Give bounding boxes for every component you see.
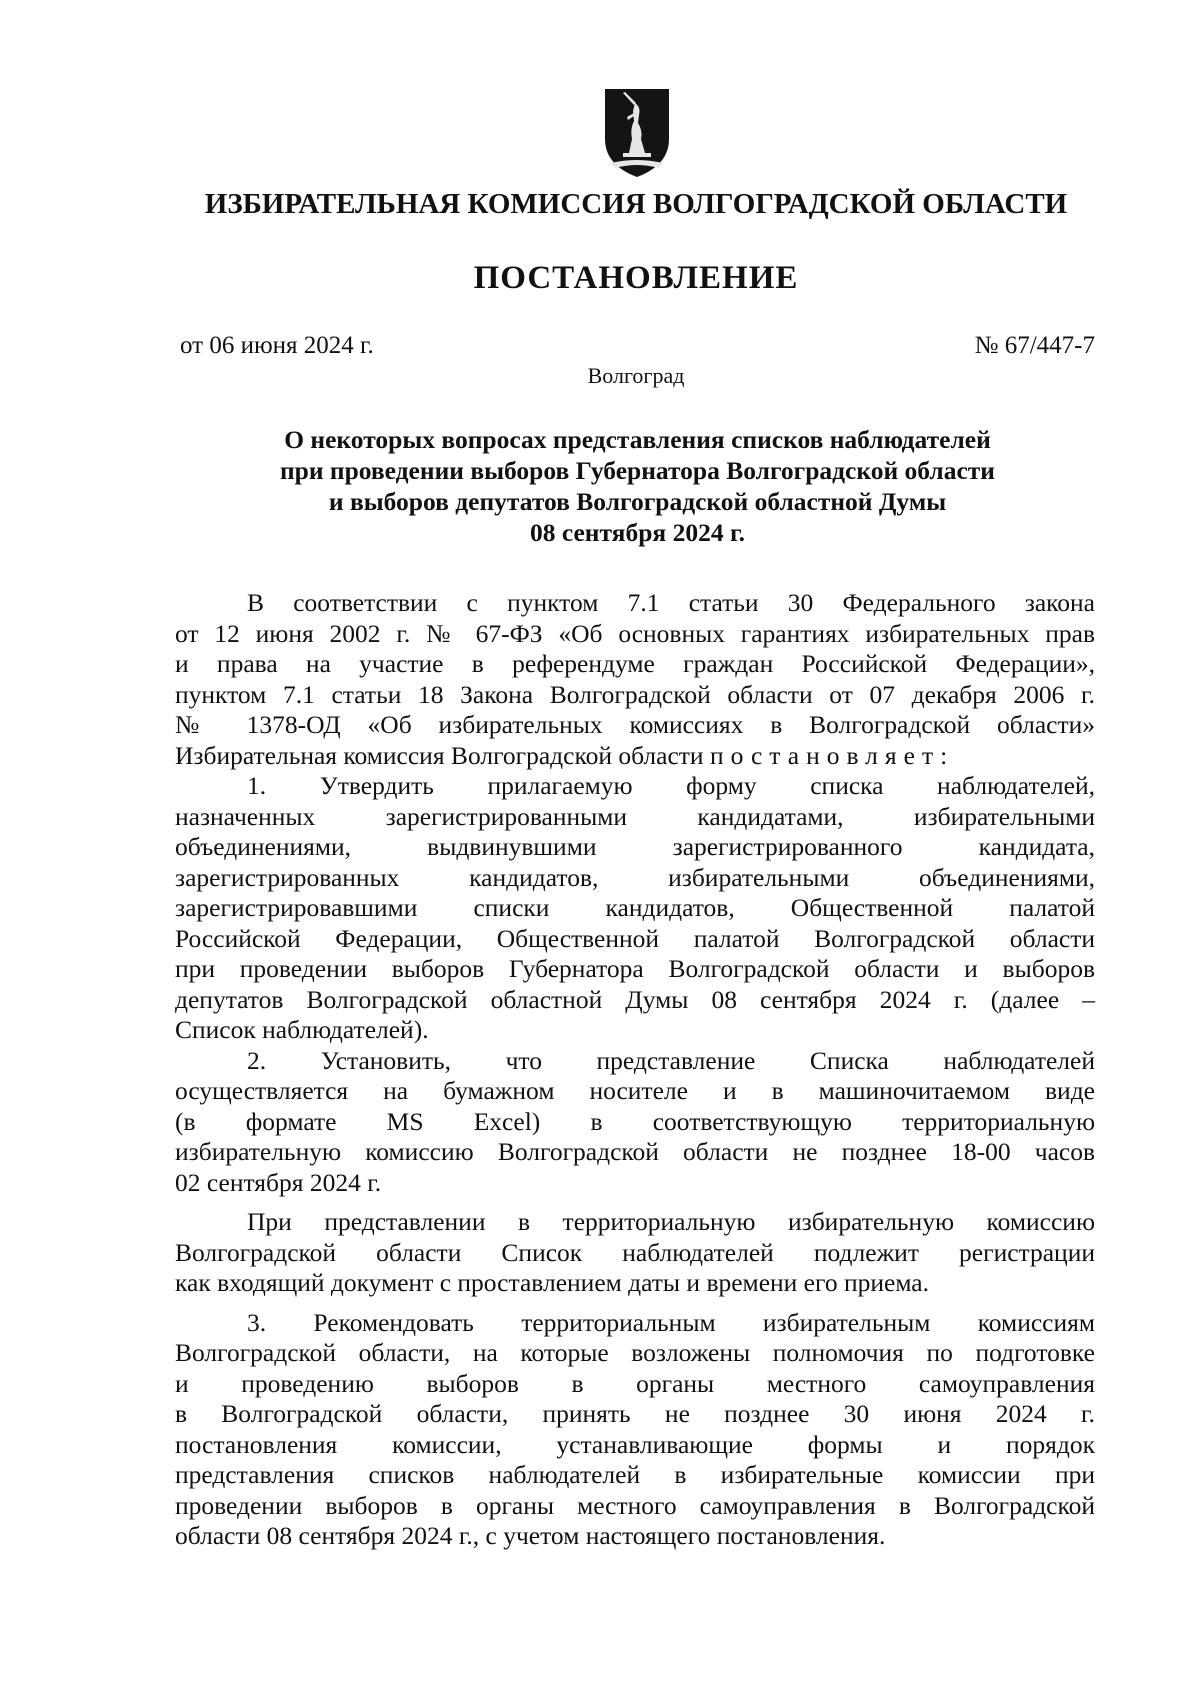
body-line: проведении выборов в органы местного самоуправления в Волгоградской — [175, 1490, 1095, 1520]
body-line: постановления комиссии, устанавливающие формы и порядок — [175, 1429, 1095, 1459]
body-line: области 08 сентября 2024 г., с учетом настоящего постановления. — [175, 1521, 886, 1550]
body-line: Волгоградской области, на которые возложены полномочия по подготовке — [175, 1338, 1095, 1367]
body-line: 3. Рекомендовать территориальным избирательным комиссиям — [247, 1307, 1095, 1337]
body-line: назначенных зарегистрированными кандидатами, избирательными — [175, 801, 1095, 831]
body-text: Избирательная комиссия Волгоградской области — [175, 740, 704, 770]
title-line: и выборов депутатов Волгоградской областной Думы — [328, 487, 947, 516]
body-line: зарегистрировавшими списки кандидатов, Общественной палатой — [175, 893, 1095, 922]
body-line: 1. Утвердить прилагаемую форму списка наблюдателей, — [247, 771, 1095, 800]
authority-name: ИЗБИРАТЕЛЬНАЯ КОМИССИЯ ВОЛГОГРАДСКОЙ ОБЛАСТИ — [204, 188, 1068, 220]
title-line: 08 сентября 2024 г. — [529, 518, 746, 547]
document-title — [180, 424, 1095, 548]
body-line: пунктом 7.1 статьи 18 Закона Волгоградской области от 07 декабря 2006 г. — [175, 679, 1095, 709]
body-line: осуществляется на бумажном носителе и в машиночитаемом виде — [175, 1076, 1095, 1105]
body-line: избирательную комиссию Волгоградской области не позднее 18-00 часов — [175, 1137, 1095, 1166]
coat-of-arms-icon — [601, 87, 673, 179]
body-line: от 12 июня 2002 г. № 67-ФЗ «Об основных гарантиях избирательных прав — [175, 618, 1095, 648]
body-line: как входящий документ с проставлением даты и времени его приема. — [175, 1268, 929, 1297]
document-type: ПОСТАНОВЛЕНИЕ — [473, 260, 799, 296]
body-line: представления списков наблюдателей в избирательные комиссии при — [175, 1460, 1095, 1489]
document-date: от 06 июня 2024 г. — [180, 332, 374, 359]
body-line-resolve — [175, 741, 1095, 772]
document-city: Волгоград — [587, 363, 685, 388]
body-line: и проведению выборов в органы местного самоуправления — [175, 1368, 1095, 1398]
document-number: № 67/447-7 — [974, 332, 1095, 359]
body-line: В соответствии с пунктом 7.1 статьи 30 Федерального закона — [247, 588, 1095, 617]
body-line: при проведении выборов Губернатора Волгоградской области и выборов — [175, 954, 1095, 983]
body-line: 2. Установить, что представление Списка наблюдателей — [247, 1045, 1095, 1075]
body-line: (в формате MS Excel) в соответствующую территориальную — [175, 1106, 1095, 1136]
body-line: зарегистрированных кандидатов, избирательными объединениями, — [175, 862, 1095, 892]
resolves-word: постановляет: — [709, 740, 955, 770]
body-line: № 1378-ОД «Об избирательных комиссиях в Волгоградской области» — [175, 710, 1095, 739]
body-line: депутатов Волгоградской областной Думы 08 сентября 2024 г. (далее – — [175, 984, 1095, 1014]
title-line: при проведении выборов Губернатора Волгоградской области — [279, 456, 996, 485]
body-line: Российской Федерации, Общественной палатой Волгоградской области — [175, 923, 1095, 953]
body-line: Волгоградской области Список наблюдателей подлежит регистрации — [175, 1237, 1095, 1267]
body-line: 02 сентября 2024 г. — [175, 1167, 382, 1197]
body-line: в Волгоградской области, принять не позднее 30 июня 2024 г. — [175, 1399, 1095, 1428]
body-line: При представлении в территориальную избирательную комиссию — [247, 1207, 1095, 1236]
body-line: объединениями, выдвинувшими зарегистрированного кандидата, — [175, 832, 1095, 861]
body-line: Список наблюдателей). — [175, 1015, 429, 1044]
body-line: и права на участие в референдуме граждан Российской Федерации», — [175, 649, 1095, 678]
document-body — [175, 588, 1095, 1552]
title-line: О некоторых вопросах представления списков наблюдателей — [284, 425, 991, 454]
